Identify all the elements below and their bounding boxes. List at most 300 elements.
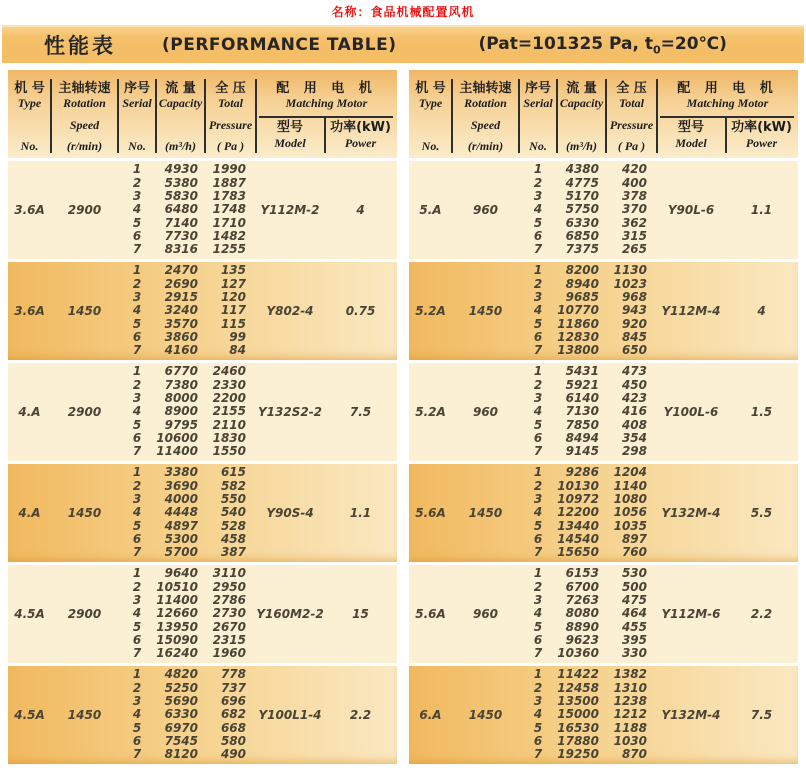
pressure-label-en: Total xyxy=(619,96,644,110)
serial-cell: 2 xyxy=(533,276,543,291)
performance-table-left xyxy=(8,70,397,764)
pressure-cell: 530 xyxy=(621,566,647,581)
type-cell: 6.A xyxy=(419,708,442,722)
capacity-cell: 10770 xyxy=(557,303,599,318)
capacity-cell: 12458 xyxy=(557,680,599,695)
capacity-cell: 10600 xyxy=(156,431,198,446)
capacity-cell: 5380 xyxy=(164,175,198,190)
serial-cell: 5 xyxy=(132,215,142,230)
capacity-unit: (m³/h) xyxy=(566,139,597,153)
capacity-cell: 8316 xyxy=(164,242,198,257)
serial-label-cn: 序号 xyxy=(524,81,551,96)
capacity-cell: 15090 xyxy=(156,633,198,648)
serial-cell: 1 xyxy=(533,263,543,278)
serial-cell: 5 xyxy=(533,417,543,432)
pressure-cell: 395 xyxy=(621,633,647,648)
pressure-cell: 1482 xyxy=(212,229,246,244)
model-cell: Y112M-2 xyxy=(260,203,320,217)
serial-cell: 3 xyxy=(533,188,543,203)
serial-cell: 4 xyxy=(132,606,142,621)
capacity-cell: 12660 xyxy=(156,606,198,621)
pressure-label-en2: Pressure xyxy=(208,117,253,132)
pressure-cell: 464 xyxy=(621,606,647,621)
pressure-column xyxy=(606,161,657,259)
serial-column xyxy=(519,666,557,764)
serial-cell: 4 xyxy=(533,505,543,520)
table-row-group xyxy=(409,363,798,461)
capacity-cell: 13500 xyxy=(557,693,599,708)
speed-cell: 960 xyxy=(472,405,499,419)
type-cell: 5.2A xyxy=(415,304,446,318)
capacity-cell: 13800 xyxy=(557,343,599,358)
serial-cell: 7 xyxy=(132,444,142,459)
pressure-cell: 330 xyxy=(621,646,647,661)
serial-cell: 1 xyxy=(533,667,543,682)
serial-cell: 2 xyxy=(533,680,543,695)
power-cell: 15 xyxy=(352,607,369,621)
serial-cell: 7 xyxy=(533,545,543,560)
pressure-cell: 2330 xyxy=(212,377,246,392)
pressure-column xyxy=(205,666,256,764)
capacity-cell: 9145 xyxy=(565,444,599,459)
power-cell: 4 xyxy=(356,203,365,217)
capacity-cell: 2470 xyxy=(164,263,198,278)
banner xyxy=(2,25,804,63)
serial-cell: 2 xyxy=(533,478,543,493)
pressure-cell: 1960 xyxy=(212,646,246,661)
capacity-cell: 3570 xyxy=(164,316,198,331)
power-cell: 7.5 xyxy=(750,708,773,722)
pressure-cell: 1990 xyxy=(212,162,246,177)
pressure-column xyxy=(606,565,657,663)
serial-cell: 2 xyxy=(533,579,543,594)
serial-cell: 1 xyxy=(132,364,142,379)
model-cell: Y160M2-2 xyxy=(256,607,324,621)
capacity-cell: 7130 xyxy=(565,404,599,419)
type-cell: 4.5A xyxy=(14,607,45,621)
column-divider xyxy=(605,79,607,153)
doc-title: 名称：食品机械配置风机 xyxy=(331,5,475,19)
col-header-capacity xyxy=(557,70,606,158)
capacity-cell: 8000 xyxy=(164,390,198,405)
col-header-serial xyxy=(118,70,156,158)
type-cell: 5.A xyxy=(419,203,442,217)
pressure-cell: 1056 xyxy=(613,505,647,520)
serial-label-en: Serial xyxy=(523,96,553,110)
pressure-cell: 550 xyxy=(220,491,246,506)
power-cell: 2.2 xyxy=(750,607,773,621)
capacity-cell: 6700 xyxy=(565,579,599,594)
capacity-cell: 7140 xyxy=(164,215,198,230)
motor-label-en: Matching Motor xyxy=(686,96,769,110)
pressure-cell: 1748 xyxy=(212,202,246,217)
capacity-column xyxy=(156,464,205,562)
speed-unit: (r/min) xyxy=(467,139,504,153)
serial-column xyxy=(118,464,156,562)
capacity-cell: 3380 xyxy=(164,465,198,480)
serial-cell: 1 xyxy=(533,566,543,581)
speed-cell: 2900 xyxy=(67,405,102,419)
pressure-cell: 1130 xyxy=(613,263,647,278)
pressure-cell: 387 xyxy=(220,545,246,560)
serial-cell: 7 xyxy=(533,747,543,762)
column-divider xyxy=(656,79,658,153)
pressure-cell: 540 xyxy=(220,505,246,520)
capacity-column xyxy=(156,363,205,461)
pressure-cell: 1023 xyxy=(613,276,647,291)
serial-cell: 6 xyxy=(132,633,142,648)
type-cell: 3.6A xyxy=(14,203,45,217)
capacity-cell: 4448 xyxy=(164,505,198,520)
capacity-cell: 6970 xyxy=(164,720,198,735)
capacity-cell: 3240 xyxy=(164,303,198,318)
pressure-cell: 615 xyxy=(220,465,246,480)
power-cell: 0.75 xyxy=(345,304,376,318)
pressure-cell: 2670 xyxy=(212,619,246,634)
power-label-cn: 功率(kW) xyxy=(731,120,792,135)
pressure-cell: 1080 xyxy=(613,491,647,506)
pressure-label-cn: 全 压 xyxy=(215,81,246,96)
column-divider xyxy=(451,79,453,153)
power-cell: 4 xyxy=(757,304,766,318)
pressure-cell: 1783 xyxy=(212,188,246,203)
pressure-cell: 1238 xyxy=(613,693,647,708)
banner-condition-post: =20℃) xyxy=(660,33,727,54)
serial-cell: 4 xyxy=(533,707,543,722)
serial-cell: 6 xyxy=(533,330,543,345)
table-row-group xyxy=(409,262,798,360)
serial-cell: 4 xyxy=(132,303,142,318)
speed-label-en: Rotation xyxy=(464,96,507,110)
table-header xyxy=(8,70,397,158)
capacity-cell: 2690 xyxy=(164,276,198,291)
pressure-cell: 2315 xyxy=(212,633,246,648)
capacity-cell: 8080 xyxy=(565,606,599,621)
capacity-cell: 5431 xyxy=(565,364,599,379)
model-label-en: Model xyxy=(274,136,306,150)
pressure-label-cn: 全 压 xyxy=(616,81,647,96)
capacity-column xyxy=(557,363,606,461)
capacity-cell: 16240 xyxy=(156,646,198,661)
serial-cell: 3 xyxy=(533,693,543,708)
type-cell: 5.6A xyxy=(415,506,446,520)
pressure-cell: 1035 xyxy=(613,518,647,533)
model-cell: Y100L1-4 xyxy=(258,708,322,722)
serial-cell: 7 xyxy=(132,545,142,560)
tables-container xyxy=(8,70,798,764)
serial-cell: 4 xyxy=(132,505,142,520)
serial-unit: No. xyxy=(128,139,146,153)
serial-cell: 3 xyxy=(132,693,142,708)
pressure-cell: 1255 xyxy=(212,242,246,257)
capacity-label-cn: 流 量 xyxy=(566,81,597,96)
pressure-cell: 943 xyxy=(621,303,647,318)
table-header xyxy=(409,70,798,158)
capacity-unit: (m³/h) xyxy=(165,139,196,153)
type-label-en: Type xyxy=(17,96,42,110)
serial-cell: 5 xyxy=(132,518,142,533)
pressure-cell: 115 xyxy=(220,316,246,331)
capacity-cell: 15650 xyxy=(557,545,599,560)
power-cell: 1.1 xyxy=(750,203,773,217)
speed-label-en2: Speed xyxy=(69,117,100,132)
serial-column xyxy=(519,363,557,461)
power-cell: 1.1 xyxy=(349,506,372,520)
pressure-column xyxy=(606,666,657,764)
serial-column xyxy=(519,161,557,259)
pressure-column xyxy=(606,464,657,562)
pressure-cell: 582 xyxy=(220,478,246,493)
serial-cell: 7 xyxy=(132,747,142,762)
serial-cell: 3 xyxy=(132,289,142,304)
serial-cell: 4 xyxy=(533,404,543,419)
pressure-cell: 475 xyxy=(621,592,647,607)
capacity-cell: 8494 xyxy=(565,431,599,446)
col-header-capacity xyxy=(156,70,205,158)
serial-cell: 1 xyxy=(533,364,543,379)
capacity-cell: 5921 xyxy=(565,377,599,392)
serial-column xyxy=(118,363,156,461)
pressure-cell: 298 xyxy=(621,444,647,459)
model-cell: Y90S-4 xyxy=(266,506,314,520)
capacity-column xyxy=(156,262,205,360)
serial-cell: 1 xyxy=(533,465,543,480)
banner-condition xyxy=(479,34,727,56)
motor-group-label xyxy=(256,70,397,109)
serial-cell: 4 xyxy=(533,202,543,217)
pressure-cell: 127 xyxy=(220,276,246,291)
pressure-cell: 354 xyxy=(621,431,647,446)
capacity-cell: 8120 xyxy=(164,747,198,762)
table-row-group xyxy=(8,161,397,259)
model-power-divider xyxy=(725,118,727,153)
capacity-cell: 15000 xyxy=(557,707,599,722)
serial-cell: 7 xyxy=(132,343,142,358)
capacity-cell: 6153 xyxy=(565,566,599,581)
power-cell: 2.2 xyxy=(349,708,372,722)
type-unit: No. xyxy=(421,139,440,153)
serial-cell: 3 xyxy=(132,592,142,607)
capacity-column xyxy=(557,464,606,562)
speed-label-en: Rotation xyxy=(63,96,106,110)
type-cell: 5.2A xyxy=(415,405,446,419)
pressure-cell: 370 xyxy=(621,202,647,217)
capacity-label-cn: 流 量 xyxy=(165,81,196,96)
pressure-column xyxy=(205,464,256,562)
power-label-en: Power xyxy=(745,136,778,150)
capacity-cell: 9623 xyxy=(565,633,599,648)
table-row-group xyxy=(8,565,397,663)
speed-cell: 960 xyxy=(472,607,499,621)
serial-column xyxy=(118,161,156,259)
capacity-cell: 4930 xyxy=(164,162,198,177)
serial-column xyxy=(519,464,557,562)
serial-cell: 4 xyxy=(132,707,142,722)
pressure-cell: 1830 xyxy=(212,431,246,446)
speed-cell: 2900 xyxy=(67,607,102,621)
capacity-cell: 12200 xyxy=(557,505,599,520)
capacity-cell: 4897 xyxy=(164,518,198,533)
table-row-group xyxy=(8,363,397,461)
motor-subheader-divider xyxy=(660,116,794,118)
table-row-group xyxy=(8,464,397,562)
capacity-cell: 6770 xyxy=(164,364,198,379)
speed-cell: 1450 xyxy=(67,506,102,520)
banner-condition-sub: 0 xyxy=(653,43,661,57)
serial-unit: No. xyxy=(529,139,547,153)
serial-cell: 3 xyxy=(533,390,543,405)
pressure-cell: 2110 xyxy=(212,417,246,432)
type-label-cn: 机 号 xyxy=(415,81,446,96)
pressure-column xyxy=(205,262,256,360)
pressure-cell: 84 xyxy=(229,343,246,358)
column-divider xyxy=(556,79,558,153)
capacity-column xyxy=(557,666,606,764)
serial-cell: 7 xyxy=(132,242,142,257)
capacity-cell: 10360 xyxy=(557,646,599,661)
serial-cell: 2 xyxy=(132,175,142,190)
capacity-column xyxy=(557,161,606,259)
serial-cell: 7 xyxy=(533,343,543,358)
pressure-cell: 1382 xyxy=(613,667,647,682)
pressure-column xyxy=(606,363,657,461)
pressure-column xyxy=(205,565,256,663)
serial-cell: 2 xyxy=(533,377,543,392)
serial-cell: 7 xyxy=(533,646,543,661)
serial-cell: 6 xyxy=(533,532,543,547)
serial-cell: 6 xyxy=(132,532,142,547)
capacity-column xyxy=(156,161,205,259)
capacity-cell: 5700 xyxy=(164,545,198,560)
pressure-column xyxy=(205,161,256,259)
pressure-cell: 378 xyxy=(621,188,647,203)
column-divider xyxy=(117,79,119,153)
motor-label-cn: 配 用 电 机 xyxy=(276,81,377,96)
serial-cell: 4 xyxy=(132,404,142,419)
capacity-cell: 12830 xyxy=(557,330,599,345)
capacity-cell: 2915 xyxy=(164,289,198,304)
banner-condition-pre: (Pat=101325 Pa, t xyxy=(478,33,653,54)
column-divider xyxy=(204,79,206,153)
pressure-cell: 696 xyxy=(220,693,246,708)
pressure-unit: ( Pa ) xyxy=(617,139,646,153)
capacity-cell: 17880 xyxy=(557,734,599,749)
pressure-cell: 845 xyxy=(621,330,647,345)
col-header-pressure xyxy=(606,70,657,158)
pressure-cell: 1204 xyxy=(613,465,647,480)
serial-label-cn: 序号 xyxy=(123,81,150,96)
model-cell: Y100L-6 xyxy=(663,405,719,419)
serial-label-en: Serial xyxy=(122,96,152,110)
power-cell: 7.5 xyxy=(349,405,372,419)
capacity-label-en: Capacity xyxy=(559,96,604,110)
pressure-cell: 1188 xyxy=(613,720,647,735)
pressure-cell: 265 xyxy=(621,242,647,257)
col-header-pressure xyxy=(205,70,256,158)
col-header-speed xyxy=(51,70,118,158)
column-divider xyxy=(518,79,520,153)
capacity-cell: 8900 xyxy=(164,404,198,419)
banner-title-en: (PERFORMANCE TABLE) xyxy=(162,35,397,55)
column-divider xyxy=(50,79,52,153)
serial-cell: 5 xyxy=(132,619,142,634)
pressure-cell: 135 xyxy=(220,263,246,278)
pressure-cell: 897 xyxy=(621,532,647,547)
table-row-group xyxy=(409,161,798,259)
speed-label-en2: Speed xyxy=(470,117,501,132)
capacity-cell: 11400 xyxy=(156,592,198,607)
serial-cell: 7 xyxy=(533,242,543,257)
serial-cell: 5 xyxy=(132,417,142,432)
model-cell: Y90L-6 xyxy=(667,203,715,217)
pressure-cell: 2786 xyxy=(212,592,246,607)
serial-cell: 6 xyxy=(533,431,543,446)
capacity-cell: 8200 xyxy=(565,263,599,278)
serial-cell: 6 xyxy=(132,431,142,446)
capacity-cell: 9795 xyxy=(164,417,198,432)
serial-cell: 1 xyxy=(132,465,142,480)
capacity-cell: 3690 xyxy=(164,478,198,493)
capacity-cell: 6330 xyxy=(565,215,599,230)
serial-cell: 4 xyxy=(132,202,142,217)
speed-label-cn: 主轴转速 xyxy=(58,81,111,96)
pressure-cell: 1550 xyxy=(212,444,246,459)
capacity-label-en: Capacity xyxy=(158,96,203,110)
capacity-cell: 13440 xyxy=(557,518,599,533)
capacity-cell: 19250 xyxy=(557,747,599,762)
pressure-cell: 528 xyxy=(220,518,246,533)
capacity-cell: 13950 xyxy=(156,619,198,634)
capacity-cell: 4160 xyxy=(164,343,198,358)
table-row-group xyxy=(8,666,397,764)
capacity-cell: 11860 xyxy=(557,316,599,331)
power-label-cn: 功率(kW) xyxy=(330,120,391,135)
pressure-cell: 1710 xyxy=(212,215,246,230)
banner-title-cn: 性能表 xyxy=(44,34,116,58)
capacity-cell: 5250 xyxy=(164,680,198,695)
serial-cell: 6 xyxy=(533,734,543,749)
serial-cell: 1 xyxy=(132,667,142,682)
pressure-cell: 3110 xyxy=(212,566,246,581)
power-cell: 5.5 xyxy=(750,506,773,520)
serial-cell: 6 xyxy=(533,633,543,648)
capacity-column xyxy=(156,666,205,764)
serial-cell: 1 xyxy=(132,162,142,177)
capacity-cell: 9685 xyxy=(565,289,599,304)
capacity-column xyxy=(156,565,205,663)
capacity-cell: 11422 xyxy=(557,667,599,682)
serial-cell: 2 xyxy=(132,377,142,392)
serial-cell: 7 xyxy=(533,444,543,459)
serial-cell: 6 xyxy=(132,734,142,749)
serial-cell: 3 xyxy=(533,491,543,506)
capacity-cell: 7375 xyxy=(565,242,599,257)
table-row-group xyxy=(409,666,798,764)
speed-unit: (r/min) xyxy=(66,139,103,153)
pressure-column xyxy=(205,363,256,461)
column-divider xyxy=(155,79,157,153)
serial-cell: 5 xyxy=(533,215,543,230)
capacity-cell: 4380 xyxy=(565,162,599,177)
serial-cell: 3 xyxy=(533,289,543,304)
speed-cell: 1450 xyxy=(468,506,503,520)
pressure-cell: 490 xyxy=(220,747,246,762)
pressure-cell: 315 xyxy=(621,229,647,244)
serial-cell: 2 xyxy=(132,276,142,291)
serial-cell: 5 xyxy=(132,316,142,331)
capacity-cell: 16530 xyxy=(557,720,599,735)
model-cell: Y112M-6 xyxy=(661,607,721,621)
